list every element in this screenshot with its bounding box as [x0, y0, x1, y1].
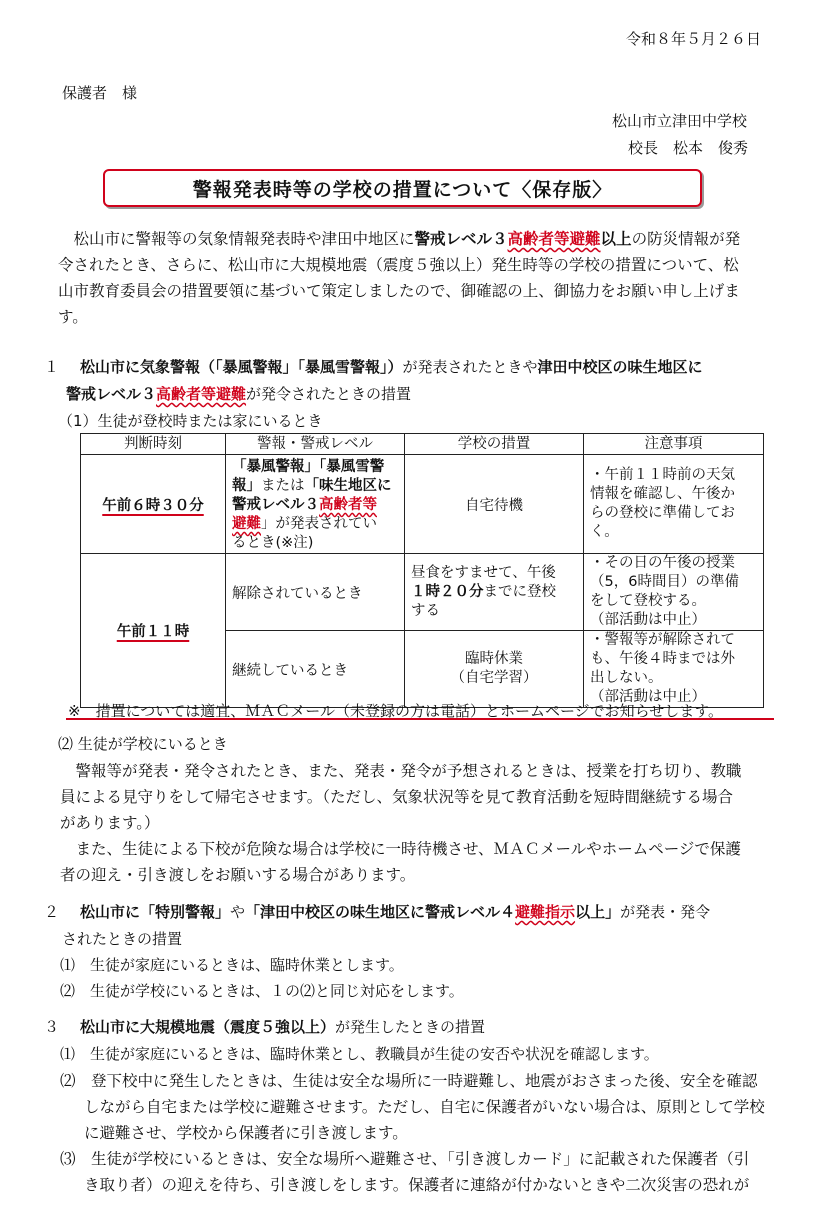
section-2-heading-line2: されたときの措置: [62, 930, 183, 948]
row2-note: ・その日の午後の授業 （5，6時間目）の準備 をして登校する。 （部活動は中止）: [584, 554, 764, 631]
document-date: 令和８年５月２６日: [626, 30, 762, 48]
section-1-sub2: ⑵ 生徒が学校にいるとき: [58, 735, 228, 753]
section-1-sub2-paragraph1: 警報等が発表・発令されたとき、また、発表・発令が予想されるときは、授業を打ち切り、教職 員による見守りをして帰宅させます。（ただし、気象状況等を見て教育活動を短時間継続する場合 があります。）: [60, 762, 742, 832]
section-1-sub2-paragraph2: また、生徒による下校が危険な場合は学校に一時待機させ、ＭＡＣメールやホームページで保護 者の迎え・引き渡しをお願いする場合があります。: [60, 840, 741, 884]
table-row: [81, 554, 764, 631]
row1-note: ・午前１１時前の天気 情報を確認し、午後か らの登校に準備してお く。: [584, 455, 764, 554]
section-2-item1: ⑴ 生徒が家庭にいるときは、臨時休業とします。: [60, 956, 404, 974]
school-name: 松山市立津田中学校: [612, 112, 748, 130]
table-row: [81, 455, 764, 554]
row3-note: ・警報等が解除されて も、午後４時までは外 出しない。 （部活動は中止）: [584, 631, 764, 708]
section-3-item1: ⑴ 生徒が家庭にいるときは、臨時休業とし、教職員が生徒の安否や状況を確認します。: [60, 1045, 659, 1063]
section-3-item2: ⑵ 登下校中に発生したときは、生徒は安全な場所に一時避難し、地震がおさまった後、安全を確認 しながら自宅または学校に避難させます。ただし、自宅に保護者がいない場合は、原則として学校 に避難させ、学校から保護者に引き渡します。: [60, 1072, 765, 1142]
intro-paragraph: 松山市に警報等の気象情報発表時や津田中地区に警戒レベル３高齢者等避難以上の防災情報が発 令されたとき、さらに、松山市に大規模地震（震度５強以上）発生時等の学校の措置について、松 山市教育委員会の措置要領に基づいて策定しましたので、御確認の上、御協力をお願い申し上げま す。: [58, 230, 741, 326]
table-header: 判断時刻: [81, 434, 226, 455]
footnote-underline: [66, 718, 774, 720]
row1-time: 午前６時３０分: [81, 455, 226, 554]
document-title: 警報発表時等の学校の措置について〈保存版〉: [103, 169, 702, 207]
table-footnote: ※ 措置については適宜、ＭＡＣメール（未登録の方は電話）とホームページでお知らせします。: [68, 702, 724, 720]
table-header: 学校の措置: [405, 434, 584, 455]
table-header: 注意事項: [584, 434, 764, 455]
section-2-number: ２: [44, 903, 60, 921]
row2-action: 昼食をすませて、午後 １時２０分までに登校 する: [405, 554, 584, 631]
section-3-item3: ⑶ 生徒が学校にいるときは、安全な場所へ避難させ、「引き渡しカード」に記載された保護者（引 き取り者）の迎えを待ち、引き渡しをします。保護者に連絡が付かないときや二次災害の恐れが: [60, 1150, 750, 1194]
row2-condition: 解除されているとき: [226, 554, 405, 631]
addressee: 保護者 様: [62, 84, 138, 102]
row1-condition: 「暴風警報」「暴風雪警 報」または「味生地区に 警戒レベル３高齢者等 避難」が発表されてい るとき(※注): [226, 455, 405, 554]
measures-table: [80, 433, 764, 708]
section-1-sub1: （1）生徒が登校時または家にいるとき: [58, 412, 323, 430]
section-3-heading: 松山市に大規模地震（震度５強以上）が発生したときの措置: [80, 1018, 486, 1036]
section-1-heading-line1: 松山市に気象警報（「暴風警報」「暴風雪警報」）が発表されたときや津田中校区の味生地区に: [80, 358, 703, 376]
table-header: 警報・警戒レベル: [226, 434, 405, 455]
section-2-item2: ⑵ 生徒が学校にいるときは、１の⑵と同じ対応をします。: [60, 982, 464, 1000]
section-1-number: １: [44, 358, 60, 376]
principal-name: 校長 松本 俊秀: [628, 139, 749, 157]
row3-action: 臨時休業 （自宅学習）: [405, 631, 584, 708]
section-1-heading-line2: 警戒レベル３高齢者等避難が発令されたときの措置: [66, 385, 412, 403]
section-3-number: ３: [44, 1018, 60, 1036]
table-header-row: [81, 434, 764, 455]
row1-action: 自宅待機: [405, 455, 584, 554]
row2-time: 午前１１時: [81, 554, 226, 708]
section-2-heading-line1: 松山市に「特別警報」や「津田中校区の味生地区に警戒レベル４避難指示以上」が発表・発令: [80, 903, 711, 921]
row3-condition: 継続しているとき: [226, 631, 405, 708]
